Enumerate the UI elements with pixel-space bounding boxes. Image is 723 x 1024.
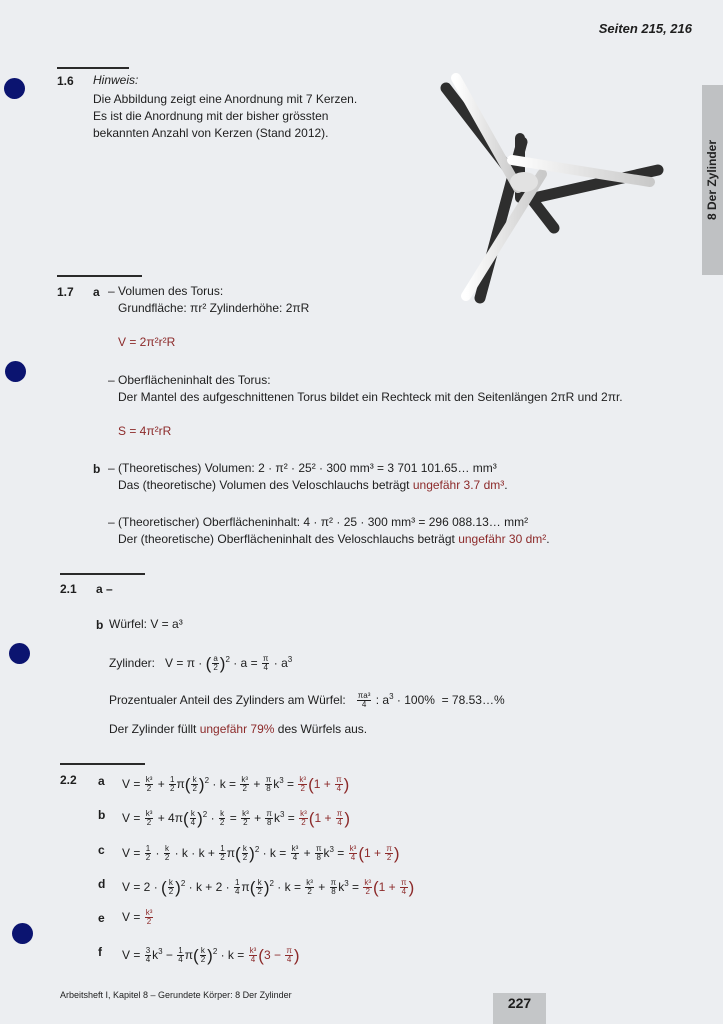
hint-line: Es ist die Anordnung mit der bisher grössten <box>93 109 329 123</box>
section-separator <box>60 763 145 765</box>
torus-base-area: Grundfläche: πr² Zylinderhöhe: 2πR <box>118 301 310 315</box>
part-label: b <box>93 462 101 476</box>
hint-line: bekannten Anzahl von Kerzen (Stand 2012). <box>93 126 329 140</box>
formula-c: V = $\frac{1}{2}$ · $\frac{k}{2}$ · k · k + $\frac{1}{2}$ π( $\frac{k}{2}$ )$^2$ · k = $\frac{\text{k³}}{4}$ + $\frac{\pi}{8}$ $k^3$ = $\frac{\text{k³}}{4}$ (1 + $\frac{\pi}{2}$ ) <box>122 843 400 863</box>
part-label: a <box>98 774 105 788</box>
hint-line: Die Abbildung zeigt eine Anordnung mit 7 Kerzen. <box>93 92 358 106</box>
part-label: b <box>98 808 106 822</box>
formula-b: V = $\frac{\text{k³}}{2}$ + 4π( $\frac{k}{4}$ )$^2$ · $\frac{k}{2}$ = $\frac{\text{k³}}{2}$ + $\frac{\pi}{8}$ $k^3$ = $\frac{\text{k³}}{2}$ (1 + $\frac{\pi}{4}$ ) <box>122 808 350 828</box>
cylinder-fill-text: Der Zylinder füllt ungefähr 79% des Würfels aus. <box>109 722 368 736</box>
section-separator <box>57 275 142 277</box>
page-number: 227 <box>507 995 532 1011</box>
formula-f: V = $\frac{3}{4}$ $k^3$ − $\frac{1}{4}$ π( $\frac{k}{2}$ )$^2$ · k = $\frac{\text{k³}}{4}$ (3 − $\frac{\pi}{4}$ ) <box>122 945 300 965</box>
formula-a: V = $\frac{\text{k³}}{2}$ + $\frac{1}{2}$ π( $\frac{k}{2}$ )$^2$ · k = $\frac{\text{k³}}{2}$ + $\frac{\pi}{8}$ $k^3$ = $\frac{\text{k³}}{2}$ (1 + $\frac{\pi}{4}$ ) <box>122 774 350 794</box>
page-reference: Seiten 215, 216 <box>598 21 692 36</box>
formula-d: V = 2 · ( $\frac{k}{2}$ )$^2$ · k + 2 · $\frac{1}{4}$ π( $\frac{k}{2}$ )$^2$ · k = $\frac{\text{k³}}{2}$ + $\frac{\pi}{8}$ $k^3$ = $\frac{\text{k³}}{2}$ (1 + $\frac{\pi}{4}$ ) <box>122 877 415 897</box>
part-label: a <box>93 285 100 299</box>
torus-surface-formula: S = 4π²rR <box>118 424 172 438</box>
footer-text: Arbeitsheft I, Kapitel 8 – Gerundete Körper: 8 Der Zylinder <box>60 990 292 1000</box>
part-label: c <box>98 843 105 857</box>
cylinder-fill-answer: ungefähr 79% <box>199 722 275 736</box>
tube-area-calc: – (Theoretischer) Oberflächeninhalt: 4 · π² · 25 · 300 mm³ = 296 088.13… mm² <box>108 515 529 529</box>
part-label: f <box>98 945 102 959</box>
cube-volume: Würfel: V = a³ <box>109 617 183 631</box>
part-label: a – <box>96 582 113 596</box>
tube-volume-answer: ungefähr 3.7 dm³ <box>412 478 505 492</box>
part-label: d <box>98 877 106 891</box>
tube-volume-calc: – (Theoretisches) Volumen: 2 · π² · 25² · 300 mm³ = 3 701 101.65… mm³ <box>108 461 497 475</box>
tube-area-text: Der (theoretische) Oberflächeninhalt des Veloschlauchs beträgt ungefähr 30 dm². <box>118 532 550 546</box>
part-label: b <box>96 618 104 632</box>
section-number: 1.7 <box>57 285 74 299</box>
torus-volume-title: – Volumen des Torus: <box>108 284 224 298</box>
formula-e: V = $\frac{\text{k³}}{2}$ <box>122 908 153 927</box>
tube-area-answer: ungefähr 30 dm² <box>458 532 547 546</box>
binder-hole <box>4 78 25 99</box>
section-separator <box>57 67 129 69</box>
chapter-tab-label: 8 Der Zylinder <box>705 139 719 221</box>
torus-volume-formula: V = 2π²r²R <box>118 335 176 349</box>
candles-image <box>436 70 666 310</box>
part-label: e <box>98 911 105 925</box>
binder-hole <box>9 643 30 664</box>
binder-hole <box>5 361 26 382</box>
section-number: 1.6 <box>57 74 74 88</box>
section-separator <box>60 573 145 575</box>
torus-surface-title: – Oberflächeninhalt des Torus: <box>108 373 271 387</box>
section-number: 2.1 <box>60 582 77 596</box>
binder-hole <box>12 923 33 944</box>
torus-surface-text: Der Mantel des aufgeschnittenen Torus bildet ein Rechteck mit den Seitenlängen 2πR und 2πr. <box>118 390 623 404</box>
cylinder-share: Prozentualer Anteil des Zylinders am Würfel: $\frac{\text{πa³}}{4}$ : $a^3 \cdot 100\%$ = 78.53…% <box>109 691 505 710</box>
hint-title: Hinweis: <box>93 73 139 87</box>
tube-volume-text: Das (theoretische) Volumen des Veloschlauchs beträgt ungefähr 3.7 dm³. <box>118 478 508 492</box>
page-number-box <box>493 993 546 1024</box>
chapter-tab <box>702 85 723 275</box>
cylinder-volume: Zylinder: V = π · ( $\frac{a}{2}$ )$^2$ · a = $\frac{\pi}{4}$ · $a^3$ <box>109 653 293 673</box>
section-number: 2.2 <box>60 773 77 787</box>
